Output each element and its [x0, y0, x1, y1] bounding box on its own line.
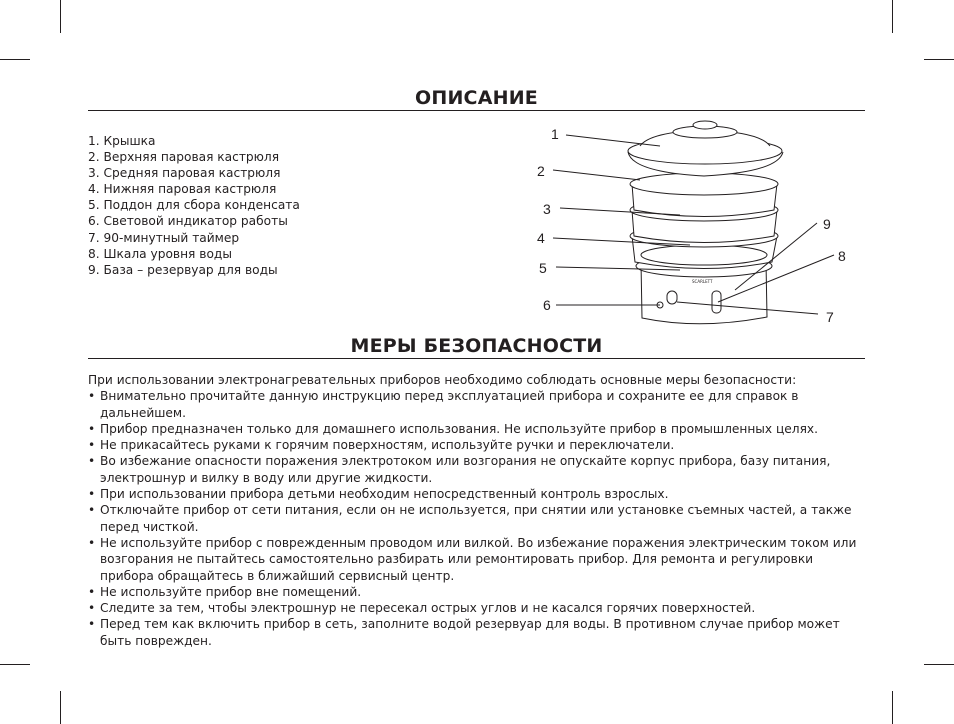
callout-4: 4: [537, 230, 545, 246]
description-title: ОПИСАНИЕ: [415, 87, 538, 109]
bullet-icon: •: [88, 389, 96, 404]
list-item: 1. Крышка: [88, 134, 156, 148]
lid-knob: [693, 121, 717, 129]
list-item: • Отключайте прибор от сети питания, если он не используется, при снятии или установке съемных частей, а также перед чисткой.: [88, 503, 852, 534]
callout-8: 8: [838, 248, 846, 264]
bullet-icon: •: [88, 503, 96, 518]
condensate-tray: [641, 245, 767, 265]
callout-7: 7: [826, 309, 834, 325]
bullet-icon: •: [88, 487, 96, 502]
safety-rule: [88, 358, 865, 359]
crop-mark-bottom-left-h: [0, 664, 30, 665]
bullet-icon: •: [88, 584, 96, 599]
list-item: 9. База – резервуар для воды: [88, 262, 278, 277]
parts-list: [88, 133, 300, 278]
list-item: 3. Средняя паровая кастрюля: [88, 166, 281, 181]
crop-mark-top-right-h: [924, 59, 954, 60]
list-item: • Перед тем как включить прибор в сеть, заполните водой резервуар для воды. В противном случае прибор может быть поврежден.: [88, 617, 840, 648]
callout-9: 9: [823, 216, 831, 232]
list-item: • Во избежание опасности поражения электротоком или возгорания не опускайте корпус прибора, базу питания, электрошнур и вилку в воду или другие жидкости.: [88, 454, 831, 485]
bullet-icon: •: [88, 601, 96, 616]
list-item: • При использовании прибора детьми необходим непосредственный контроль взрослых.: [88, 487, 669, 502]
list-item: 4. Нижняя паровая кастрюля: [88, 182, 277, 197]
list-item: • Следите за тем, чтобы электрошнур не пересекал острых углов и не касался горячих поверхностей.: [88, 601, 756, 616]
callout-3: 3: [543, 201, 551, 217]
bullet-icon: •: [88, 617, 96, 632]
crop-mark-bottom-right: [892, 691, 893, 724]
crop-mark-top-left-h: [0, 59, 30, 60]
callout-2: 2: [537, 163, 545, 179]
safety-title: МЕРЫ БЕЗОПАСНОСТИ: [350, 335, 603, 357]
safety-text: [88, 372, 858, 649]
bullet-icon: •: [88, 535, 96, 550]
list-item: • Не прикасайтесь руками к горячим поверхностям, используйте ручки и переключатели.: [88, 438, 675, 453]
list-item: • Внимательно прочитайте данную инструкцию перед эксплуатацией прибора и сохраните ее для справок в дальнейшем.: [88, 389, 799, 420]
bullet-icon: •: [88, 421, 96, 436]
crop-mark-top-right: [892, 0, 893, 33]
crop-mark-bottom-right-h: [924, 664, 954, 665]
list-item: 2. Верхняя паровая кастрюля: [88, 150, 280, 165]
list-item: • Не используйте прибор с поврежденным проводом или вилкой. Во избежание поражения электрическим током или возгорания не пытайтесь самостоятельно разбирать или ремонтировать прибор. Для ремонта и регулировки прибора обращайтесь в ближайший сервисный центр.: [88, 535, 857, 583]
description-rule: [88, 110, 865, 111]
crop-mark-bottom-left: [60, 691, 61, 724]
safety-intro: При использовании электронагревательных приборов необходимо соблюдать основные меры безопасности:: [88, 373, 797, 387]
safety-list: [88, 388, 858, 649]
bullet-icon: •: [88, 438, 96, 453]
steamer-diagram: [530, 118, 850, 333]
list-item: 6. Световой индикатор работы: [88, 214, 288, 229]
list-item: 8. Шкала уровня воды: [88, 246, 232, 261]
crop-mark-top-left: [60, 0, 61, 33]
list-item: • Не используйте прибор вне помещений.: [88, 584, 362, 599]
list-item: • Прибор предназначен только для домашнего использования. Не используйте прибор в промышленных целях.: [88, 421, 819, 436]
list-item: 7. 90-минутный таймер: [88, 230, 240, 245]
list-item: 5. Поддон для сбора конденсата: [88, 198, 300, 213]
callout-1: 1: [551, 126, 559, 142]
callout-6: 6: [543, 297, 551, 313]
brand-logo: SCARLETT: [692, 279, 713, 284]
bullet-icon: •: [88, 454, 96, 469]
callout-5: 5: [539, 260, 547, 276]
